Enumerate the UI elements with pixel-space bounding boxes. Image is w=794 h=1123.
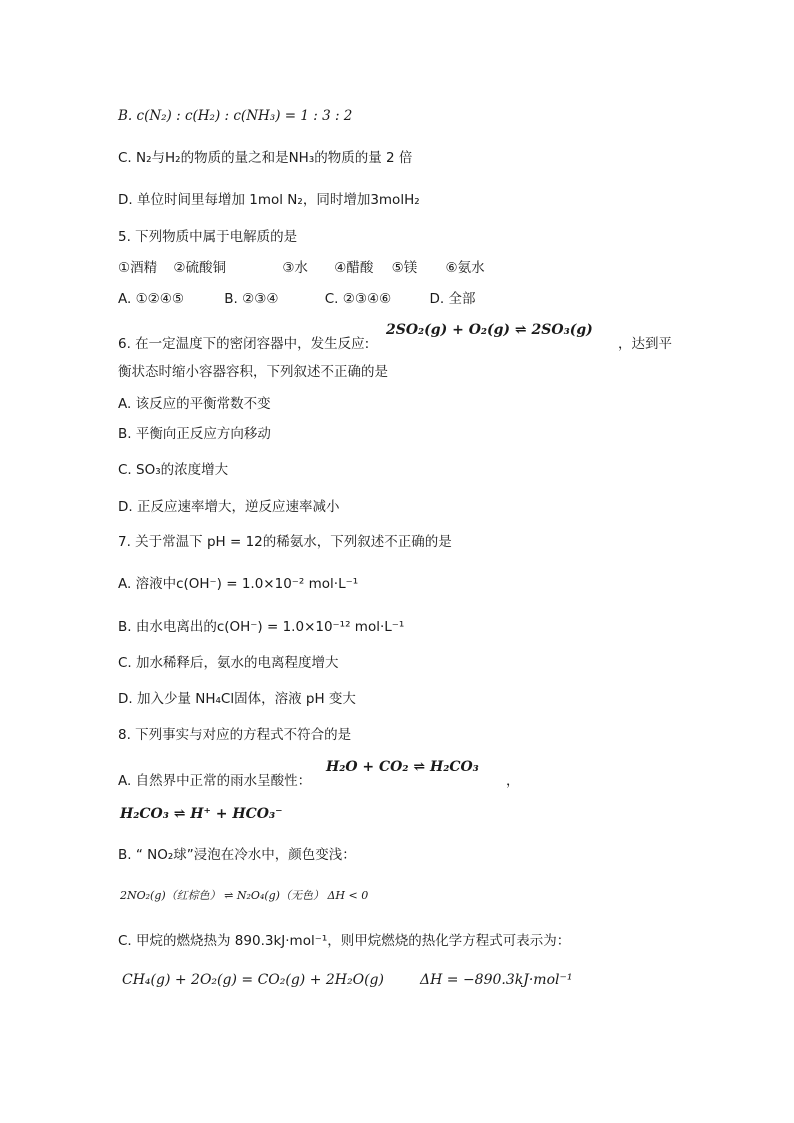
q8-option-a-eq1: H₂O + CO₂ ⇌ H₂CO₃: [326, 759, 479, 775]
q8-option-a-eq2: H₂CO₃ ⇌ H⁺ + HCO₃⁻: [120, 806, 283, 822]
q5-items: [118, 258, 485, 278]
q5-stem-text: 5. 下列物质中属于电解质的是: [118, 229, 298, 245]
q8-option-c-text: C. 甲烷的燃烧热为 890.3kJ·mol⁻¹，则甲烷燃烧的热化学方程式可表示为：: [118, 933, 571, 949]
q6-option-c-text: C. SO₃的浓度增大: [118, 462, 229, 478]
q6-stem-line2-text: 衡状态时缩小容器容积，下列叙述不正确的是: [118, 364, 388, 380]
q7-option-c: [118, 653, 339, 673]
q4-option-b-text: B. c(N₂) : c(H₂) : c(NH₃) = 1 : 3 : 2: [118, 108, 353, 124]
q5-option-a: A. ①②④⑤: [118, 291, 184, 307]
q8-option-a-text: A. 自然界中正常的雨水呈酸性：: [118, 773, 312, 789]
q6-option-b: [118, 424, 271, 444]
q7-stem: [118, 532, 452, 552]
q5-item: ③水: [282, 260, 308, 276]
q6-equation: 2SO₂(g) + O₂(g) ⇌ 2SO₃(g): [386, 322, 593, 338]
q8-option-b-text: B. “ NO₂球”浸泡在冷水中，颜色变浅：: [118, 847, 356, 863]
q6-option-b-text: B. 平衡向正反应方向移动: [118, 426, 271, 442]
q4-option-c-text: C. N₂与H₂的物质的量之和是NH₃的物质的量 2 倍: [118, 150, 413, 166]
q8-option-b-eq-text: 2NO₂(g)（红棕色） ⇌ N₂O₄(g)（无色） ΔH < 0: [120, 889, 369, 902]
q6-option-a-text: A. 该反应的平衡常数不变: [118, 396, 271, 412]
q5-item: ④醋酸: [334, 260, 374, 276]
q4-option-d: [118, 190, 420, 210]
q8-option-c-eq: CH₄(g) + 2O₂(g) = CO₂(g) + 2H₂O(g): [122, 972, 384, 988]
q8-option-a: [118, 771, 311, 791]
q5-item: ⑤镁: [391, 260, 418, 276]
q8-option-b: [118, 845, 356, 865]
q6-stem-part1: 6. 在一定温度下的密闭容器中，发生反应:: [118, 336, 370, 352]
q5-option-c: C. ②③④⑥: [324, 291, 392, 307]
q8-option-a-comma: ，: [506, 773, 520, 789]
q5-option-d: D. 全部: [429, 291, 476, 307]
q7-option-c-text: C. 加水稀释后，氨水的电离程度增大: [118, 655, 339, 671]
q6-option-d: [118, 497, 339, 517]
q5-options: [118, 289, 475, 309]
q4-option-b: [118, 106, 352, 126]
q7-stem-text: 7. 关于常温下 pH = 12的稀氨水，下列叙述不正确的是: [118, 534, 452, 550]
q7-option-b: [118, 617, 404, 637]
q7-option-a: [118, 574, 358, 594]
q8-option-c: [118, 931, 570, 951]
q8-stem: [118, 725, 351, 745]
q5-option-b: B. ②③④: [224, 291, 279, 307]
q8-stem-text: 8. 下列事实与对应的方程式不符合的是: [118, 727, 352, 743]
q6-option-d-text: D. 正反应速率增大，逆反应速率减小: [118, 499, 340, 515]
q4-option-c: [118, 148, 412, 168]
q6-option-c: [118, 460, 228, 480]
q7-option-b-text: B. 由水电离出的c(OH⁻) = 1.0×10⁻¹² mol·L⁻¹: [118, 619, 405, 635]
q6-stem-part2: ，达到平: [618, 336, 672, 352]
q4-option-d-text: D. 单位时间里每增加 1mol N₂，同时增加3molH₂: [118, 192, 420, 208]
q6-stem-line2: [118, 362, 388, 382]
q5-item: ⑥氨水: [445, 260, 485, 276]
q5-item: ①酒精: [118, 260, 158, 276]
q8-option-c-dh: ΔH = −890.3kJ·mol⁻¹: [420, 972, 573, 988]
q7-option-d: [118, 689, 356, 709]
q6-option-a: [118, 394, 271, 414]
q7-option-a-text: A. 溶液中c(OH⁻) = 1.0×10⁻² mol·L⁻¹: [118, 576, 359, 592]
q8-option-b-eq: [120, 886, 368, 906]
q7-option-d-text: D. 加入少量 NH₄Cl固体，溶液 pH 变大: [118, 691, 356, 707]
q5-item: ②硫酸铜: [173, 260, 227, 276]
q6-stem-line1: [118, 334, 369, 354]
q5-stem: [118, 227, 297, 247]
